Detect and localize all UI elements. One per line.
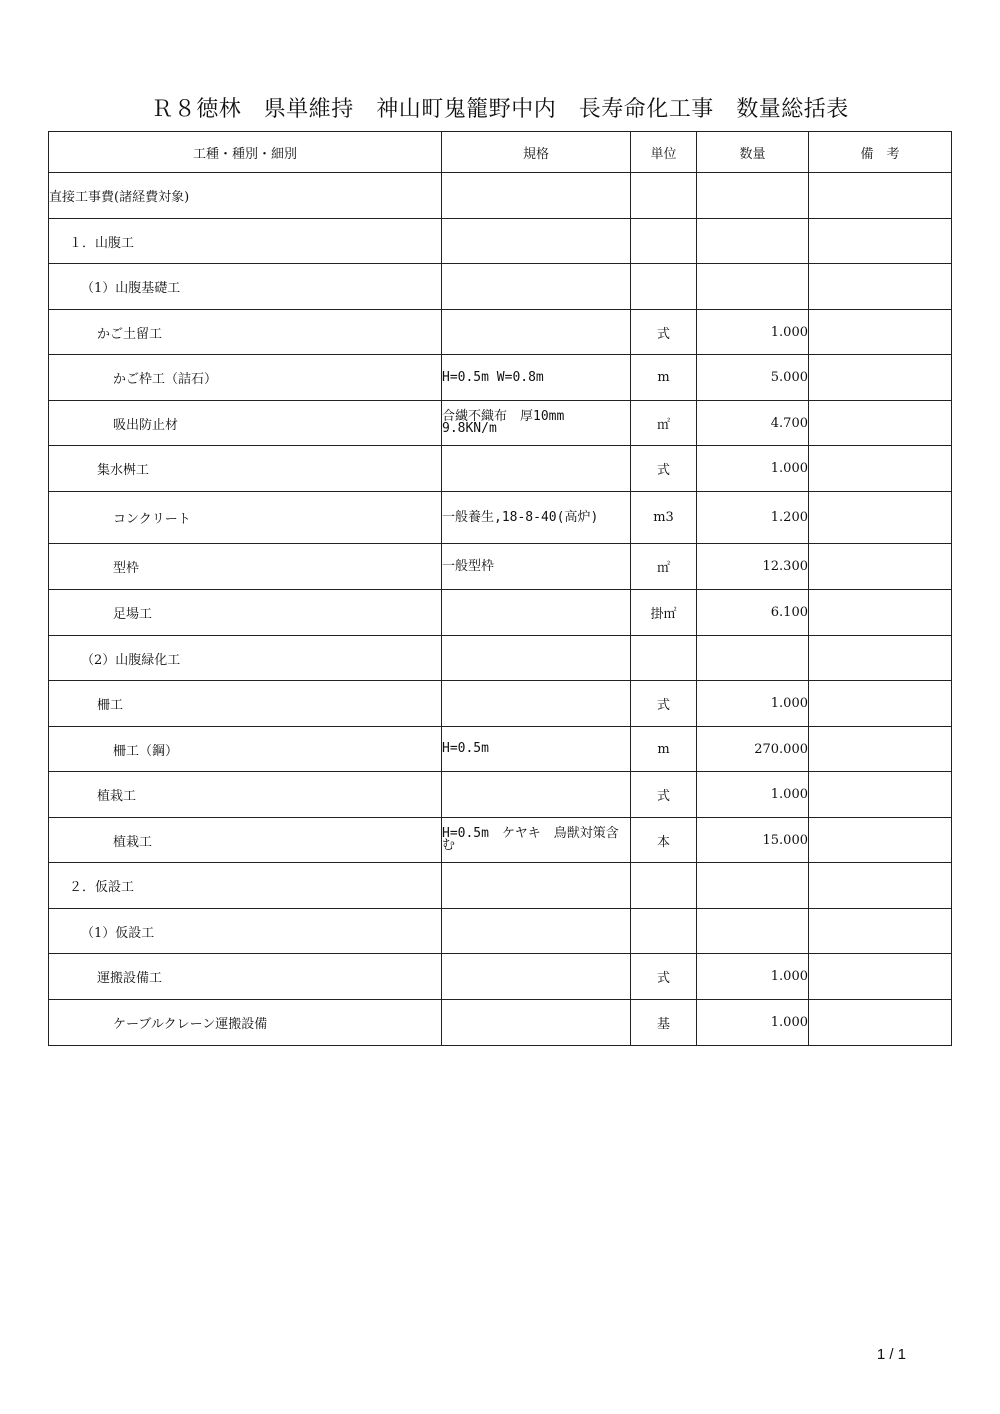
unit-cell: 基 — [631, 1000, 697, 1046]
quantity-cell: 4.700 — [697, 401, 809, 446]
unit-cell: 式 — [631, 310, 697, 355]
quantity-summary-table — [48, 131, 952, 1046]
unit-cell — [631, 863, 697, 909]
spec-cell — [442, 681, 631, 727]
table-row — [49, 492, 952, 544]
quantity-cell: 1.200 — [697, 492, 809, 544]
unit-cell: 式 — [631, 954, 697, 1000]
item-cell: 直接工事費(諸経費対象) — [49, 173, 442, 219]
remarks-cell — [809, 355, 952, 401]
item-cell: ケーブルクレーン運搬設備 — [49, 1000, 442, 1046]
unit-cell: ㎡ — [631, 401, 697, 446]
remarks-cell — [809, 727, 952, 772]
item-cell: かご枠工（詰石） — [49, 355, 442, 401]
spec-cell — [442, 772, 631, 818]
spec-cell — [442, 863, 631, 909]
table-row — [49, 863, 952, 909]
remarks-cell — [809, 909, 952, 954]
quantity-cell: 270.000 — [697, 727, 809, 772]
quantity-cell — [697, 863, 809, 909]
unit-cell — [631, 636, 697, 681]
quantity-cell: 5.000 — [697, 355, 809, 401]
quantity-cell: 1.000 — [697, 1000, 809, 1046]
item-cell: 型枠 — [49, 544, 442, 590]
item-cell: （1）山腹基礎工 — [49, 264, 442, 310]
table-row — [49, 401, 952, 446]
quantity-cell — [697, 173, 809, 219]
remarks-cell — [809, 492, 952, 544]
spec-cell: H=0.5m ケヤキ 鳥獣対策含む — [442, 818, 631, 863]
header-quantity: 数量 — [697, 132, 809, 173]
table-row — [49, 310, 952, 355]
spec-cell — [442, 264, 631, 310]
table-body — [49, 173, 952, 1046]
remarks-cell — [809, 446, 952, 492]
remarks-cell — [809, 954, 952, 1000]
unit-cell — [631, 219, 697, 264]
header-item: 工種・種別・細別 — [49, 132, 442, 173]
quantity-cell: 1.000 — [697, 310, 809, 355]
remarks-cell — [809, 219, 952, 264]
table-row — [49, 264, 952, 310]
table-row — [49, 818, 952, 863]
header-spec: 規格 — [442, 132, 631, 173]
table-row — [49, 355, 952, 401]
quantity-cell: 12.300 — [697, 544, 809, 590]
table-row — [49, 636, 952, 681]
quantity-cell: 1.000 — [697, 446, 809, 492]
spec-cell — [442, 954, 631, 1000]
unit-cell: m — [631, 727, 697, 772]
table-row — [49, 681, 952, 727]
remarks-cell — [809, 772, 952, 818]
item-cell: 足場工 — [49, 590, 442, 636]
item-cell: 植栽工 — [49, 818, 442, 863]
spec-cell — [442, 173, 631, 219]
spec-cell: 一般型枠 — [442, 544, 631, 590]
spec-cell — [442, 446, 631, 492]
table-row — [49, 590, 952, 636]
spec-cell: 合繊不織布 厚10mm 9.8KN/m — [442, 401, 631, 446]
table-row — [49, 727, 952, 772]
remarks-cell — [809, 401, 952, 446]
quantity-cell: 1.000 — [697, 954, 809, 1000]
item-cell: 柵工（鋼） — [49, 727, 442, 772]
remarks-cell — [809, 173, 952, 219]
table-row — [49, 909, 952, 954]
unit-cell: 式 — [631, 772, 697, 818]
table-row — [49, 446, 952, 492]
item-cell: １．山腹工 — [49, 219, 442, 264]
item-cell: コンクリート — [49, 492, 442, 544]
item-cell: 集水桝工 — [49, 446, 442, 492]
remarks-cell — [809, 590, 952, 636]
spec-cell — [442, 219, 631, 264]
quantity-cell: 15.000 — [697, 818, 809, 863]
unit-cell — [631, 909, 697, 954]
spec-cell: 一般養生,18-8-40(高炉) — [442, 492, 631, 544]
item-cell: 植栽工 — [49, 772, 442, 818]
remarks-cell — [809, 544, 952, 590]
item-cell: （2）山腹緑化工 — [49, 636, 442, 681]
remarks-cell — [809, 1000, 952, 1046]
table-row — [49, 173, 952, 219]
quantity-cell: 1.000 — [697, 681, 809, 727]
spec-cell — [442, 636, 631, 681]
table-row — [49, 219, 952, 264]
unit-cell: m3 — [631, 492, 697, 544]
quantity-cell: 6.100 — [697, 590, 809, 636]
table-row — [49, 772, 952, 818]
remarks-cell — [809, 681, 952, 727]
remarks-cell — [809, 264, 952, 310]
table-row — [49, 544, 952, 590]
unit-cell: 式 — [631, 681, 697, 727]
header-remarks: 備 考 — [809, 132, 952, 173]
unit-cell — [631, 264, 697, 310]
unit-cell: ㎡ — [631, 544, 697, 590]
table-row — [49, 1000, 952, 1046]
quantity-cell — [697, 219, 809, 264]
remarks-cell — [809, 863, 952, 909]
unit-cell: 式 — [631, 446, 697, 492]
spec-cell — [442, 1000, 631, 1046]
spec-cell — [442, 909, 631, 954]
remarks-cell — [809, 310, 952, 355]
quantity-cell — [697, 909, 809, 954]
table-header-row — [49, 132, 952, 173]
remarks-cell — [809, 818, 952, 863]
spec-cell: H=0.5m — [442, 727, 631, 772]
item-cell: ２．仮設工 — [49, 863, 442, 909]
item-cell: （1）仮設工 — [49, 909, 442, 954]
item-cell: かご土留工 — [49, 310, 442, 355]
item-cell: 運搬設備工 — [49, 954, 442, 1000]
item-cell: 柵工 — [49, 681, 442, 727]
document-title: Ｒ８徳林 県単維持 神山町鬼籠野中内 長寿命化工事 数量総括表 — [151, 97, 849, 122]
unit-cell: 掛㎡ — [631, 590, 697, 636]
item-cell: 吸出防止材 — [49, 401, 442, 446]
unit-cell — [631, 173, 697, 219]
quantity-cell — [697, 636, 809, 681]
table-row — [49, 954, 952, 1000]
unit-cell: 本 — [631, 818, 697, 863]
spec-cell — [442, 590, 631, 636]
page-number: 1 / 1 — [876, 1346, 906, 1363]
header-unit: 単位 — [631, 132, 697, 173]
quantity-cell — [697, 264, 809, 310]
unit-cell: m — [631, 355, 697, 401]
remarks-cell — [809, 636, 952, 681]
spec-cell — [442, 310, 631, 355]
spec-cell: H=0.5m W=0.8m — [442, 355, 631, 401]
quantity-cell: 1.000 — [697, 772, 809, 818]
